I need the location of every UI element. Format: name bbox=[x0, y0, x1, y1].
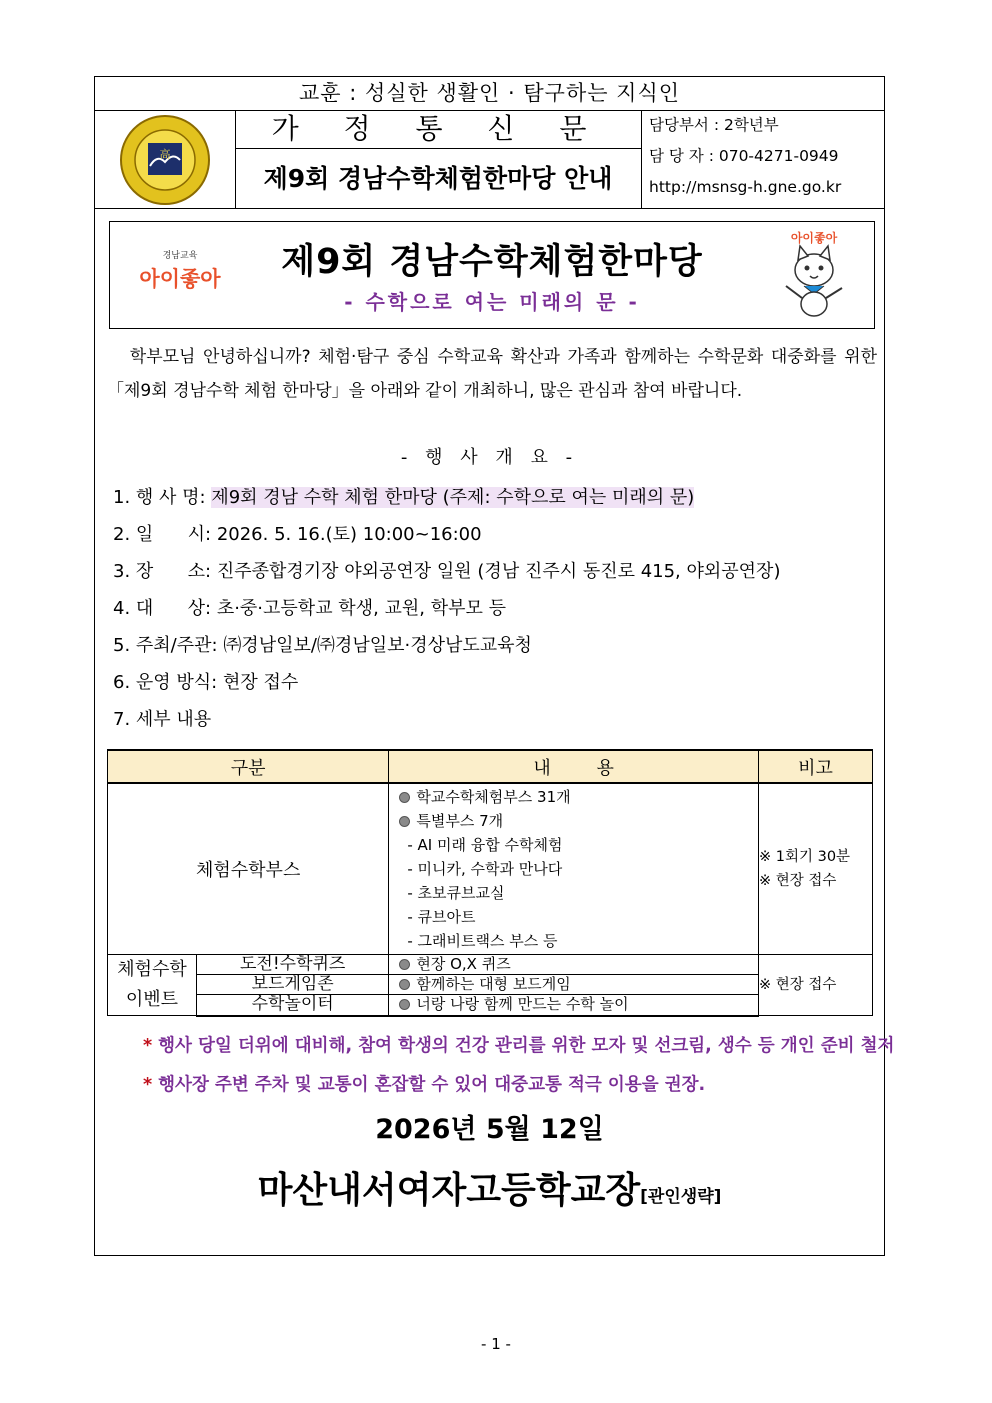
item-label: 3. 장 소: bbox=[113, 561, 212, 582]
event-content bbox=[389, 975, 759, 995]
event-overview-list bbox=[113, 479, 873, 738]
item-value: 진주종합경기장 야외공연장 일원 (경남 진주시 동진로 415, 야외공연장) bbox=[216, 561, 781, 582]
list-item bbox=[389, 785, 758, 809]
note-line: ※ 현장 접수 bbox=[759, 873, 837, 889]
event-content bbox=[389, 995, 759, 1016]
page-number: - 1 - bbox=[481, 1335, 511, 1353]
booth-bullet: 학교수학체험부스 31개 bbox=[416, 788, 571, 806]
note-line: ※ 1회기 30분 bbox=[759, 849, 851, 865]
principal-signature bbox=[95, 1162, 884, 1213]
event-name: 수학놀이터 bbox=[197, 995, 389, 1016]
dept-info: 담당부서 : 2학년부 bbox=[649, 116, 779, 134]
list-item bbox=[113, 516, 873, 553]
intro-paragraph bbox=[107, 340, 877, 408]
item-value: 초·중·고등학교 학생, 교원, 학부모 등 bbox=[216, 598, 507, 619]
table-row bbox=[108, 995, 873, 1016]
list-item bbox=[113, 553, 873, 590]
table-header-content: 내 용 bbox=[389, 750, 759, 783]
event-content-text: 너랑 나랑 함께 만드는 수학 놀이 bbox=[416, 995, 629, 1014]
list-item: - 그래비트랙스 부스 등 bbox=[407, 932, 558, 950]
warning-traffic bbox=[143, 1071, 705, 1096]
cat-mascot-icon bbox=[774, 228, 854, 322]
bullet-icon bbox=[399, 979, 410, 990]
notice-frame bbox=[94, 76, 895, 1256]
list-item bbox=[113, 627, 873, 664]
booth-bullet: 특별부스 7개 bbox=[416, 812, 504, 830]
table-row bbox=[108, 955, 873, 975]
svg-text:아이좋아: 아이좋아 bbox=[139, 267, 221, 291]
warning-text: 행사 당일 더위에 대비해, 참여 학생의 건강 관리를 위한 모자 및 선크림, 생수 등 개인 준비 철저 bbox=[158, 1036, 895, 1056]
school-seal-cell bbox=[95, 110, 236, 208]
item-value: ㈜경남일보/㈜경남일보·경상남도교육청 bbox=[223, 635, 532, 656]
bullet-icon bbox=[399, 999, 410, 1010]
event-note: ※ 현장 접수 bbox=[759, 955, 873, 1016]
bullet-icon bbox=[399, 816, 410, 827]
item-label: 2. 일 시: bbox=[113, 524, 212, 545]
event-banner bbox=[109, 221, 875, 329]
svg-text:高: 高 bbox=[159, 148, 171, 161]
signature-text: 마산내서여자고등학교장 bbox=[257, 1170, 641, 1211]
event-name: 도전!수학퀴즈 bbox=[197, 955, 389, 975]
booth-note bbox=[759, 783, 873, 955]
list-item bbox=[113, 590, 873, 627]
table-header-note: 비고 bbox=[759, 750, 873, 783]
item-label: 1. 행 사 명: bbox=[113, 487, 206, 508]
issue-date: 2026년 5월 12일 bbox=[375, 1114, 604, 1145]
event-content bbox=[389, 955, 759, 975]
contact-info bbox=[641, 110, 884, 208]
list-item bbox=[113, 701, 873, 738]
intro-text: 학부모님 안녕하십니까? 체험·탐구 중심 수학교육 확산과 가족과 함께하는 수학문화 대중화를 위한 「제9회 경남수학 체험 한마당」을 아래와 같이 개최하니, 많은 관심과 참여 바랍니다. bbox=[107, 347, 877, 401]
table-header-category: 구분 bbox=[108, 750, 389, 783]
event-category-line: 체험수학 bbox=[117, 959, 187, 980]
event-name-value: 제9회 경남 수학 체험 한마당 (주제: 수학으로 여는 미래의 문) bbox=[211, 487, 695, 508]
list-item: - 미니카, 수학과 만나다 bbox=[407, 860, 563, 878]
item-value: 2026. 5. 16.(토) 10:00~16:00 bbox=[216, 524, 482, 545]
svg-text:경남교육: 경남교육 bbox=[162, 251, 198, 261]
event-category bbox=[108, 955, 197, 1016]
bullet-icon bbox=[399, 792, 410, 803]
section-title: - 행 사 개 요 - bbox=[400, 447, 579, 468]
item-label: 6. 운영 방식: bbox=[113, 672, 218, 693]
contact-phone: 담 당 자 : 070-4271-0949 bbox=[649, 147, 839, 165]
banner-title: 제9회 경남수학체험한마당 bbox=[281, 242, 703, 282]
event-category-line: 이벤트 bbox=[125, 989, 179, 1010]
list-item: - 초보큐브교실 bbox=[407, 884, 505, 902]
banner-subtitle: - 수학으로 여는 미래의 문 - bbox=[344, 290, 640, 314]
table-row bbox=[108, 975, 873, 995]
event-name: 보드게임존 bbox=[197, 975, 389, 995]
warning-heat bbox=[143, 1032, 894, 1057]
warning-mark: * bbox=[143, 1075, 153, 1095]
list-item bbox=[113, 479, 873, 516]
letter-subtitle: 제9회 경남수학체험한마당 안내 bbox=[263, 164, 613, 193]
warning-mark: * bbox=[143, 1036, 153, 1056]
title-cell bbox=[235, 110, 642, 208]
item-label: 5. 주최/주관: bbox=[113, 635, 218, 656]
booth-category: 체험수학부스 bbox=[108, 783, 389, 955]
event-content-text: 현장 O,X 퀴즈 bbox=[416, 955, 511, 974]
item-value: 현장 접수 bbox=[222, 672, 299, 693]
event-content-text: 함께하는 대형 보드게임 bbox=[416, 975, 571, 994]
list-item: - 큐브아트 bbox=[407, 908, 476, 926]
school-motto: 교훈 : 성실한 생활인 · 탐구하는 지식인 bbox=[95, 77, 884, 111]
item-label: 7. 세부 내용 bbox=[113, 709, 212, 730]
school-seal-icon bbox=[95, 110, 235, 208]
booth-content bbox=[389, 783, 759, 955]
warning-text: 행사장 주변 주차 및 교통이 혼잡할 수 있어 대중교통 적극 이용을 권장. bbox=[158, 1075, 706, 1095]
bullet-icon bbox=[399, 959, 410, 970]
letter-header bbox=[95, 110, 884, 209]
item-label: 4. 대 상: bbox=[113, 598, 212, 619]
list-item bbox=[389, 809, 758, 833]
school-url: http://msnsg-h.gne.go.kr bbox=[649, 178, 842, 196]
svg-text:아이좋아: 아이좋아 bbox=[790, 231, 838, 245]
list-item bbox=[113, 664, 873, 701]
letter-title: 가 정 통 신 문 bbox=[235, 110, 641, 149]
seal-note: [관인생략] bbox=[640, 1187, 722, 1207]
detail-table bbox=[107, 749, 873, 1017]
list-item: - AI 미래 융합 수학체험 bbox=[407, 836, 563, 854]
